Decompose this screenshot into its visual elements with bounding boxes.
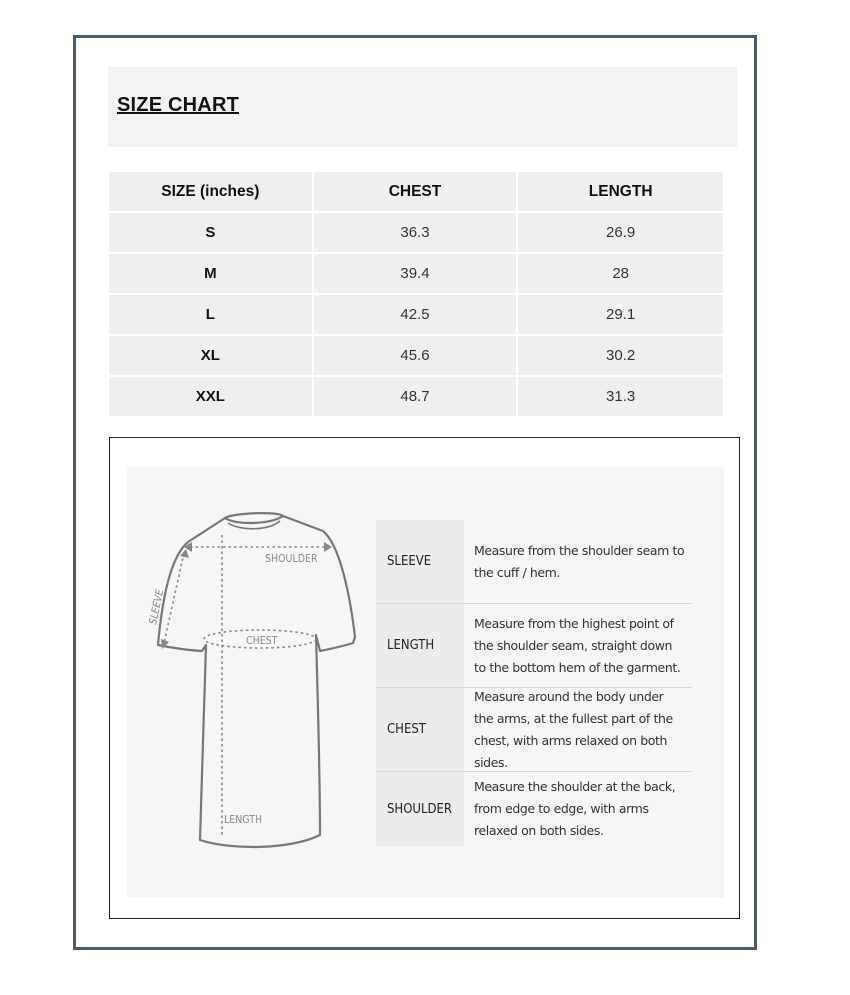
- measurement-description: Measure from the highest point of the shoulder seam, straight down to the bottom hem of the garment.: [464, 604, 692, 687]
- tshirt-outline-icon: [140, 505, 365, 860]
- cell-chest: 39.4: [314, 254, 519, 295]
- cell-chest: 48.7: [314, 377, 519, 416]
- cell-size: L: [109, 295, 314, 336]
- diagram-label-sleeve: SLEEVE: [147, 588, 167, 626]
- diagram-label-chest: CHEST: [246, 635, 278, 647]
- measurement-row-shoulder: [376, 772, 692, 846]
- measurement-label: SLEEVE: [376, 520, 464, 603]
- cell-size: S: [109, 213, 314, 254]
- header-size: SIZE (inches): [109, 172, 314, 213]
- table-row: [109, 295, 723, 336]
- measurement-description: Measure around the body under the arms, at the fullest part of the chest, with arms relaxed on both sides.: [464, 688, 692, 771]
- table-row: [109, 213, 723, 254]
- cell-chest: 36.3: [314, 213, 519, 254]
- header-chest: CHEST: [314, 172, 519, 213]
- cell-size: XL: [109, 336, 314, 377]
- cell-chest: 42.5: [314, 295, 519, 336]
- measurement-row-sleeve: [376, 520, 692, 604]
- table-row: [109, 254, 723, 295]
- cell-length: 28: [518, 254, 723, 295]
- cell-length: 29.1: [518, 295, 723, 336]
- measurement-label: LENGTH: [376, 604, 464, 687]
- size-table-header-row: [109, 172, 723, 213]
- measurement-label: SHOULDER: [376, 772, 464, 846]
- diagram-label-shoulder: SHOULDER: [265, 553, 318, 565]
- table-row: [109, 377, 723, 416]
- measurement-description: Measure the shoulder at the back, from edge to edge, with arms relaxed on both sides.: [464, 772, 692, 846]
- cell-length: 30.2: [518, 336, 723, 377]
- measurement-row-length: [376, 604, 692, 688]
- measurement-description: Measure from the shoulder seam to the cuff / hem.: [464, 520, 692, 603]
- page-title: SIZE CHART: [117, 94, 239, 116]
- cell-chest: 45.6: [314, 336, 519, 377]
- measurement-row-chest: [376, 688, 692, 772]
- cell-length: 31.3: [518, 377, 723, 416]
- size-table: [109, 172, 723, 416]
- cell-size: M: [109, 254, 314, 295]
- measurement-table: [376, 520, 692, 846]
- header-length: LENGTH: [518, 172, 723, 213]
- cell-length: 26.9: [518, 213, 723, 254]
- cell-size: XXL: [109, 377, 314, 416]
- diagram-label-length: LENGTH: [224, 814, 263, 826]
- table-row: [109, 336, 723, 377]
- measurement-label: CHEST: [376, 688, 464, 771]
